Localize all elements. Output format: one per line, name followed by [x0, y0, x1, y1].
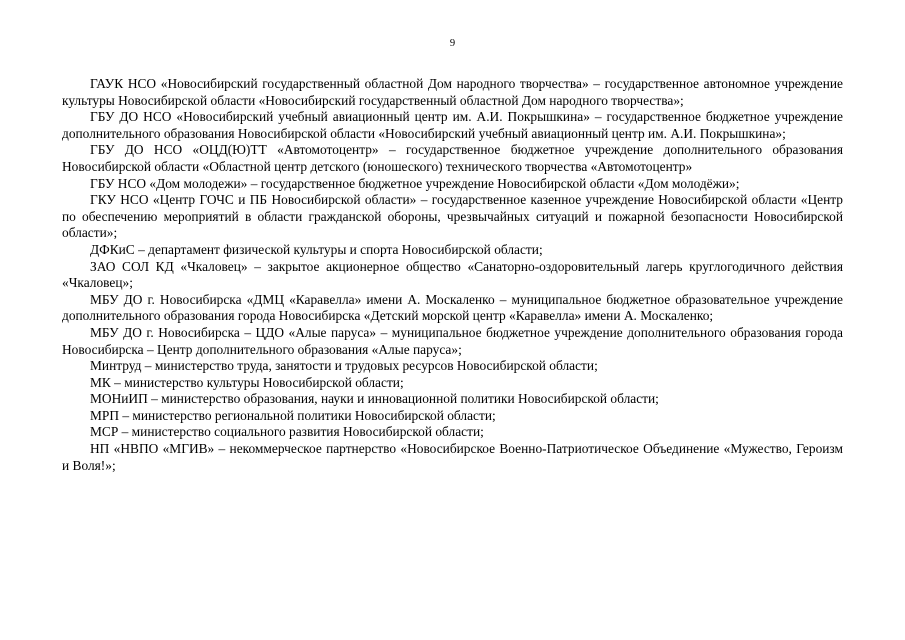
abbreviation-entry: МК – министерство культуры Новосибирской области;: [90, 374, 404, 390]
page-number: 9: [449, 38, 456, 49]
abbreviation-entry: ЗАО СОЛ КД «Чкаловец» – закрытое акционерное общество «Санаторно-оздоровительный лагерь круглогодичного действия «Чкаловец»;: [62, 258, 843, 291]
abbreviation-entry: ДФКиС – департамент физической культуры и спорта Новосибирской области;: [90, 241, 543, 257]
abbreviation-entry: ГБУ ДО НСО «ОЦД(Ю)ТТ «Автомотоцентр» – государственное бюджетное учреждение дополнительного образования Новосибирской области «Областной центр детского (юношеского) технического творчества «Автомотоцентр»: [62, 142, 843, 174]
abbreviation-entry: НП «НВПО «МГИВ» – некоммерческое партнерство «Новосибирское Военно-Патриотическое Объединение «Мужество, Героизм и Воля!»;: [62, 441, 843, 473]
abbreviation-entry: ГБУ ДО НСО «Новосибирский учебный авиационный центр им. А.И. Покрышкина» – государственное бюджетное учреждение дополнительного образования Новосибирской области «Новосибирский учебный авиационный центр им. А.И. Покрышкина»;: [62, 109, 843, 141]
abbreviation-entry: МСР – министерство социального развития Новосибирской области;: [90, 424, 484, 440]
abbreviation-entry: ГБУ НСО «Дом молодежи» – государственное бюджетное учреждение Новосибирской области «Дом молодёжи»;: [90, 175, 740, 191]
abbreviation-entry: ГАУК НСО «Новосибирский государственный областной Дом народного творчества» – государственное автономное учреждение культуры Новосибирской области «Новосибирский государственный областной Дом народного творчества»;: [62, 76, 843, 108]
abbreviations-list: [62, 76, 843, 474]
abbreviation-entry: Минтруд – министерство труда, занятости и трудовых ресурсов Новосибирской области;: [90, 358, 598, 374]
abbreviation-entry: МОНиИП – министерство образования, науки и инновационной политики Новосибирской области;: [90, 391, 659, 407]
abbreviation-entry: МБУ ДО г. Новосибирска – ЦДО «Алые паруса» – муниципальное бюджетное учреждение дополнительного образования города Новосибирска – Центр дополнительного образования «Алые паруса»;: [62, 324, 843, 357]
abbreviation-entry: ГКУ НСО «Центр ГОЧС и ПБ Новосибирской области» – государственное казенное учреждение Новосибирской области «Центр по обеспечению мероприятий в области гражданской обороны, чрезвычайных ситуаций и пожарной безопасности Новосибирской области»;: [62, 192, 843, 241]
abbreviation-entry: МРП – министерство региональной политики Новосибирской области;: [90, 407, 496, 423]
abbreviation-entry: МБУ ДО г. Новосибирска «ДМЦ «Каравелла» имени А. Москаленко – муниципальное бюджетное образовательное учреждение дополнительного образования города Новосибирска «Детский морской центр «Каравелла» имени А. Москаленко;: [62, 291, 843, 324]
